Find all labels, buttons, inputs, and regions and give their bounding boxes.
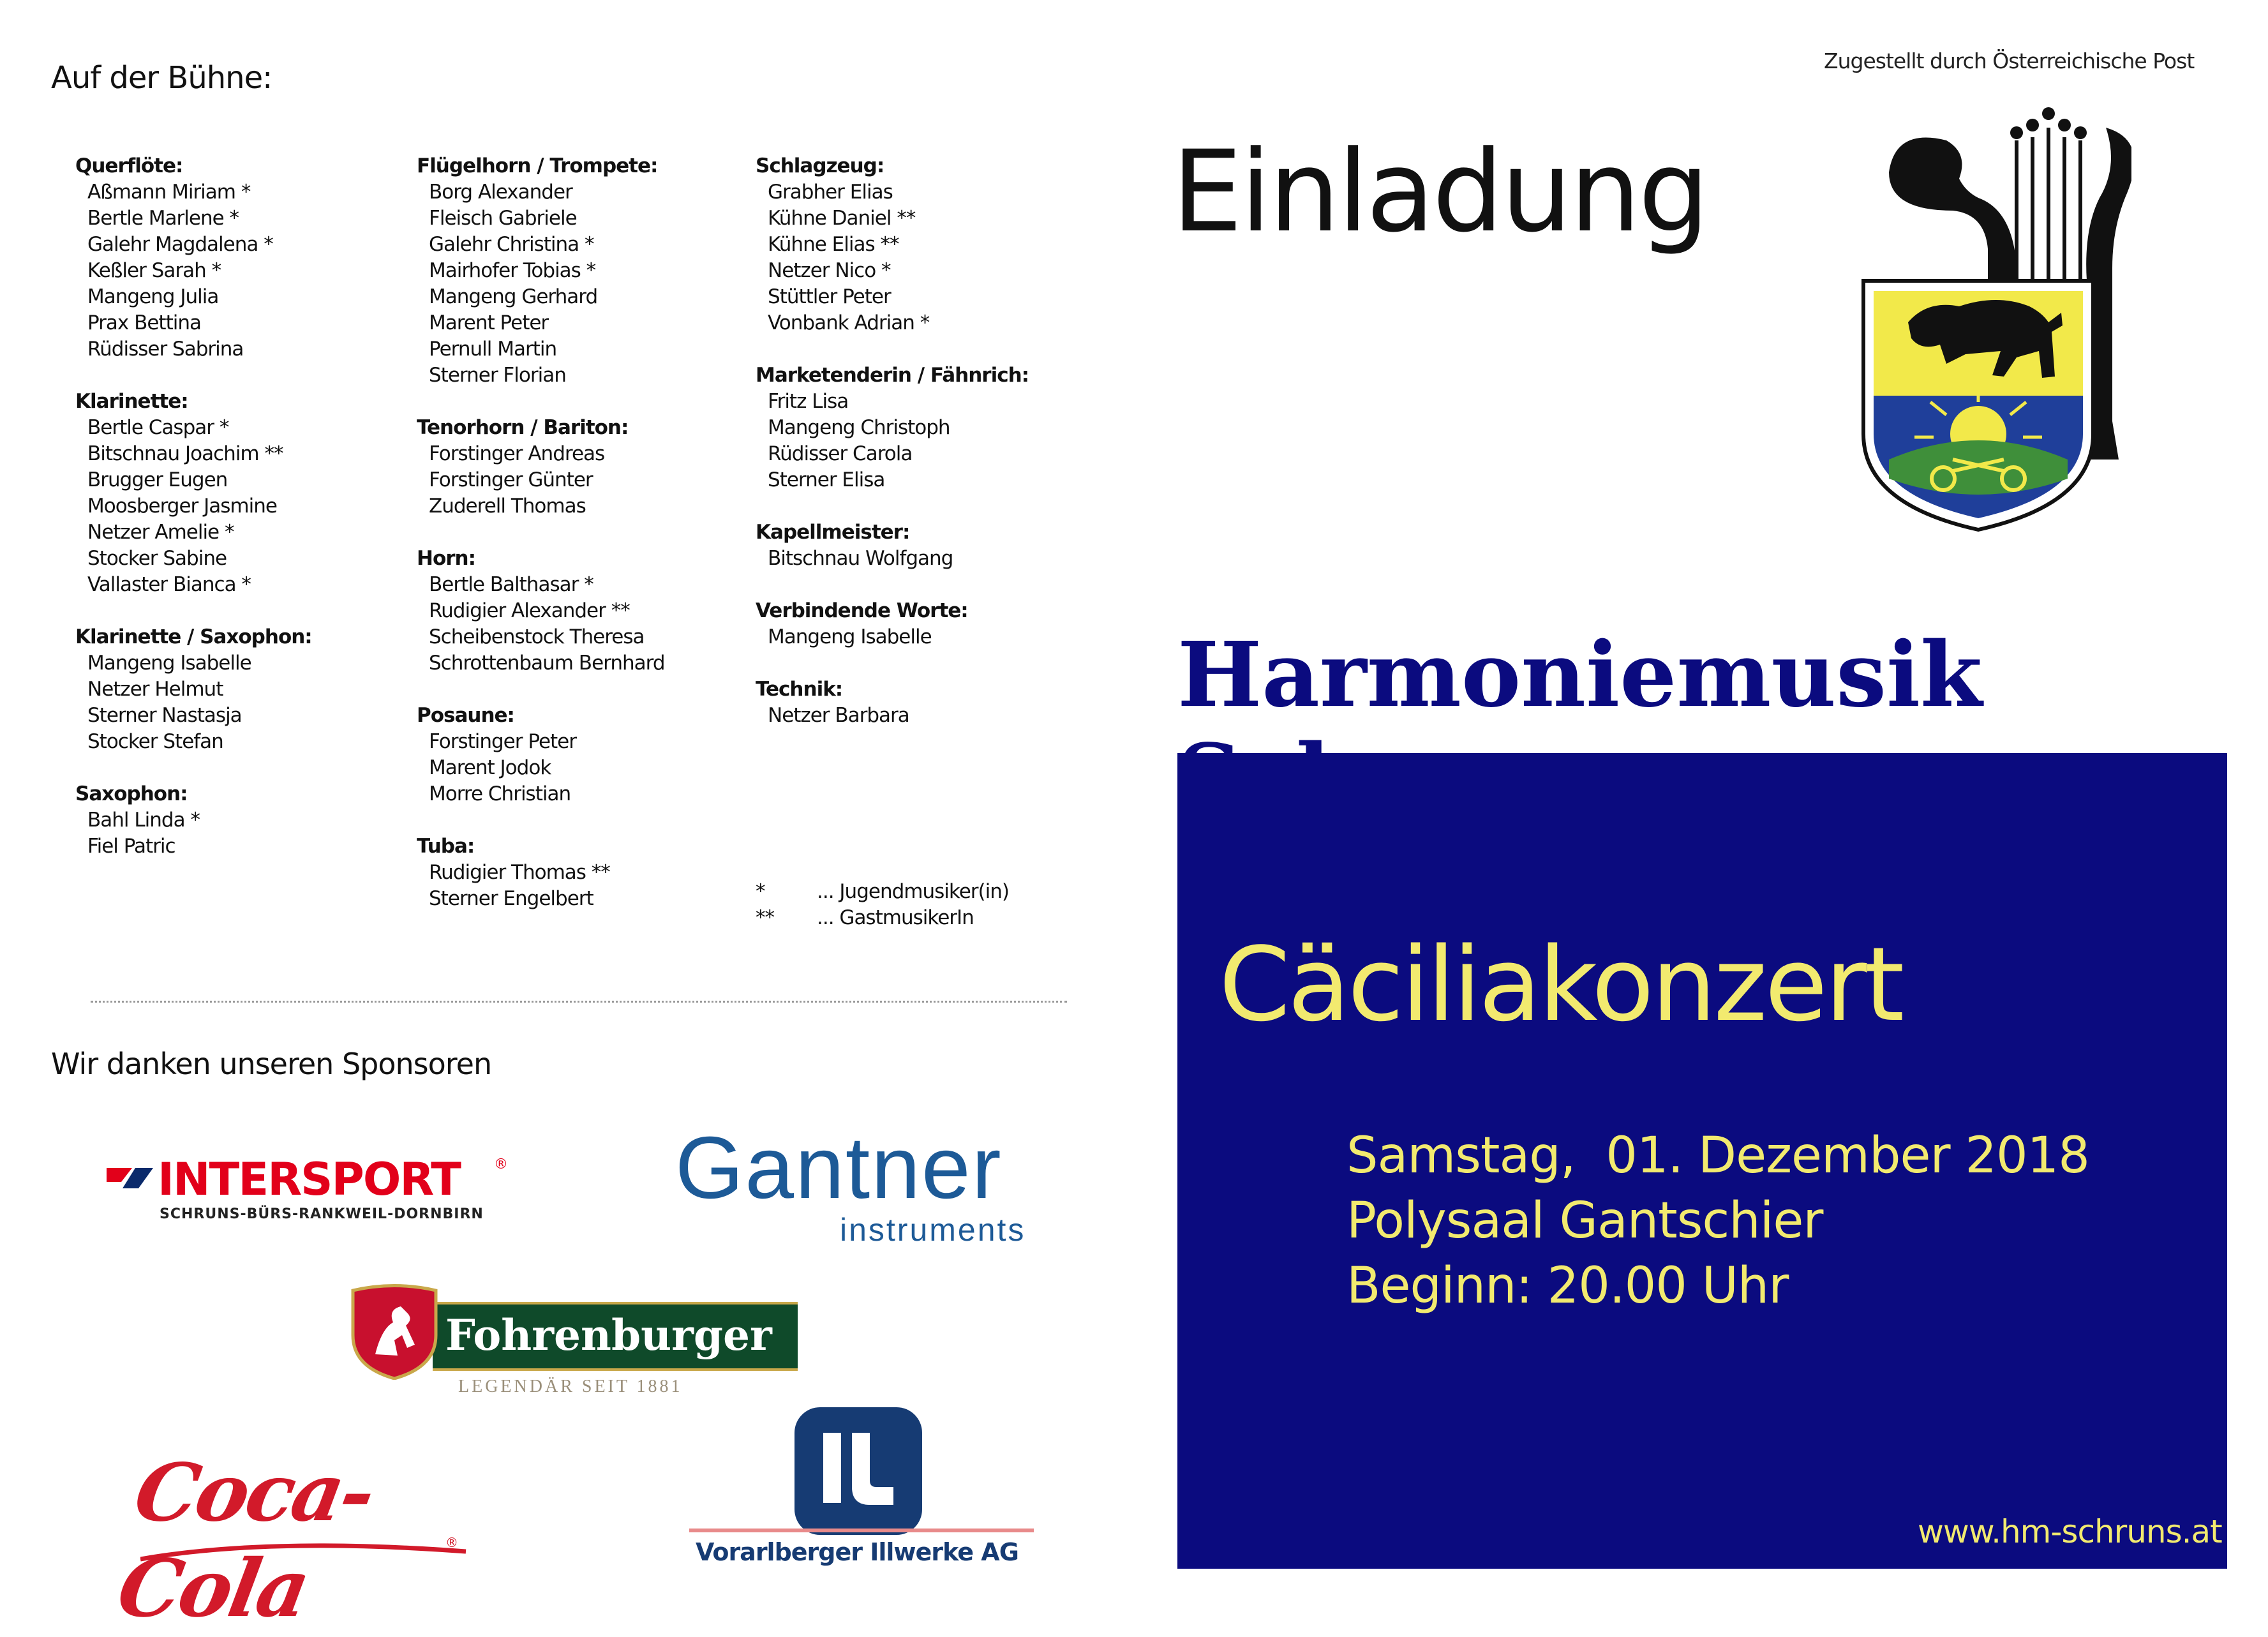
musician-name: Prax Bettina	[87, 311, 201, 334]
instrument-section	[756, 363, 1087, 493]
musician-name: Sterner Nastasja	[87, 704, 242, 727]
musician-name: Mangeng Julia	[87, 285, 219, 308]
musician-name: Bahl Linda *	[87, 809, 200, 832]
musician-name: Mangeng Isabelle	[768, 625, 932, 648]
sponsors-heading: Wir danken unseren Sponsoren	[51, 1047, 492, 1081]
musician-name: Bertle Balthasar *	[429, 573, 593, 596]
cocacola-wave-icon	[140, 1540, 472, 1566]
musician-name: Zuderell Thomas	[429, 495, 586, 518]
instrument-section	[756, 153, 1087, 336]
cocacola-logo	[111, 1439, 485, 1635]
musician-name: Fiel Patric	[87, 835, 175, 858]
musician-name: Sterner Elisa	[768, 468, 885, 491]
section-title: Schlagzeug:	[756, 154, 884, 177]
fohrenburger-shield-icon	[343, 1284, 445, 1380]
musician-name: Kühne Daniel **	[768, 207, 916, 230]
legend-text: ... Jugendmusiker(in)	[817, 880, 1010, 903]
fohrenburger-tagline: LEGENDÄR SEIT 1881	[458, 1377, 683, 1396]
legend-text: ... GastmusikerIn	[817, 906, 974, 929]
lyre-emblem-icon	[1851, 102, 2131, 536]
instrument-section	[417, 546, 749, 676]
concert-venue: Polysaal Gantschier	[1347, 1192, 1823, 1250]
legend	[756, 879, 1009, 931]
intersport-registered: ®	[494, 1156, 508, 1172]
musician-name: Mangeng Isabelle	[87, 652, 251, 675]
instrument-section	[75, 153, 407, 363]
section-title: Flügelhorn / Trompete:	[417, 154, 658, 177]
musician-name: Rüdisser Carola	[768, 442, 913, 465]
on-stage-heading: Auf der Bühne:	[51, 60, 272, 96]
section-title: Querflöte:	[75, 154, 183, 177]
musician-name: Stocker Sabine	[87, 547, 227, 570]
musician-name: Mairhofer Tobias *	[429, 259, 596, 282]
divider	[91, 1001, 1067, 1003]
musician-name: Netzer Barbara	[768, 704, 909, 727]
section-title: Tuba:	[417, 835, 475, 858]
column-2	[417, 153, 749, 938]
musician-name: Sterner Florian	[429, 364, 566, 387]
instrument-section	[417, 415, 749, 520]
musician-name: Marent Jodok	[429, 756, 551, 779]
musician-name: Fritz Lisa	[768, 390, 849, 413]
musician-name: Kühne Elias **	[768, 233, 899, 256]
gantner-logo	[675, 1119, 1058, 1251]
instrument-section	[417, 833, 749, 912]
musician-name: Stocker Stefan	[87, 730, 223, 753]
intersport-logo	[103, 1155, 512, 1225]
concert-title: Cäciliakonzert	[1219, 925, 1902, 1044]
cocacola-registered: ®	[445, 1535, 458, 1550]
concert-time: Beginn: 20.00 Uhr	[1347, 1257, 1789, 1315]
instrument-section	[756, 676, 1087, 729]
legend-row	[756, 905, 1009, 931]
legend-symbol: *	[756, 880, 765, 903]
gantner-sub: instruments	[840, 1212, 1026, 1248]
cocacola-name: Coca-Cola	[111, 1447, 380, 1635]
instrument-section	[75, 389, 407, 598]
musician-columns	[75, 153, 1071, 957]
musician-name: Forstinger Peter	[429, 730, 576, 753]
instrument-section	[417, 703, 749, 807]
musician-name: Moosberger Jasmine	[87, 495, 277, 518]
musician-name: Morre Christian	[429, 782, 571, 805]
intersport-swoosh-icon	[103, 1160, 154, 1199]
section-title: Saxophon:	[75, 782, 188, 805]
section-title: Klarinette / Saxophon:	[75, 625, 312, 648]
instrument-section	[756, 598, 1087, 650]
musician-name: Borg Alexander	[429, 181, 572, 204]
intersport-tagline: SCHRUNS-BÜRS-RANKWEIL-DORNBIRN	[160, 1206, 484, 1222]
musician-name: Galehr Magdalena *	[87, 233, 273, 256]
musician-name: Vallaster Bianca *	[87, 573, 251, 596]
legend-symbol: **	[756, 906, 774, 929]
delivery-note: Zugestellt durch Österreichische Post	[1824, 49, 2195, 73]
instrument-section	[75, 781, 407, 860]
gantner-name: Gantner	[675, 1119, 1003, 1217]
legend-row	[756, 879, 1009, 905]
section-title: Verbindende Worte:	[756, 599, 968, 622]
musician-name: Keßler Sarah *	[87, 259, 221, 282]
section-title: Horn:	[417, 547, 475, 570]
section-title: Posaune:	[417, 704, 514, 727]
musician-name: Rüdisser Sabrina	[87, 338, 244, 361]
musician-name: Netzer Helmut	[87, 678, 223, 701]
musician-name: Mangeng Gerhard	[429, 285, 598, 308]
concert-date: Samstag, 01. Dezember 2018	[1347, 1127, 2089, 1185]
musician-name: Fleisch Gabriele	[429, 207, 577, 230]
section-title: Klarinette:	[75, 390, 188, 413]
musician-name: Schrottenbaum Bernhard	[429, 652, 665, 675]
musician-name: Rudigier Alexander **	[429, 599, 630, 622]
section-title: Tenorhorn / Bariton:	[417, 416, 629, 439]
fohrenburger-name: Fohrenburger	[445, 1310, 772, 1360]
musician-name: Stüttler Peter	[768, 285, 891, 308]
invitation-title: Einladung	[1172, 126, 1707, 257]
musician-name: Netzer Nico *	[768, 259, 891, 282]
musician-name: Forstinger Andreas	[429, 442, 605, 465]
concert-box	[1177, 753, 2227, 1569]
musician-name: Grabher Elias	[768, 181, 893, 204]
fohrenburger-logo	[343, 1284, 800, 1399]
musician-name: Bertle Caspar *	[87, 416, 229, 439]
column-1	[75, 153, 407, 886]
section-title: Kapellmeister:	[756, 521, 910, 544]
musician-name: Bitschnau Wolfgang	[768, 547, 953, 570]
band-name: Harmoniemusik	[1177, 623, 1983, 728]
musician-name: Galehr Christina *	[429, 233, 594, 256]
intersport-name: INTERSPORT	[158, 1153, 460, 1206]
musician-name: Sterner Engelbert	[429, 887, 593, 910]
musician-name: Aßmann Miriam *	[87, 181, 251, 204]
musician-name: Forstinger Günter	[429, 468, 593, 491]
musician-name: Pernull Martin	[429, 338, 557, 361]
section-title: Marketenderin / Fähnrich:	[756, 364, 1029, 387]
website-link[interactable]: www.hm-schruns.at	[1918, 1513, 2222, 1550]
musician-name: Netzer Amelie *	[87, 521, 234, 544]
musician-name: Vonbank Adrian *	[768, 311, 930, 334]
musician-name: Marent Peter	[429, 311, 549, 334]
illwerke-logo	[689, 1404, 1034, 1576]
musician-name: Scheibenstock Theresa	[429, 625, 645, 648]
column-3	[756, 153, 1087, 755]
illwerke-name: Vorarlberger Illwerke AG	[696, 1538, 1018, 1566]
instrument-section	[75, 624, 407, 755]
musician-name: Bitschnau Joachim **	[87, 442, 283, 465]
illwerke-emblem-icon	[791, 1404, 925, 1538]
instrument-section	[756, 520, 1087, 572]
illwerke-line	[689, 1529, 1034, 1532]
musician-name: Bertle Marlene *	[87, 207, 239, 230]
section-title: Technik:	[756, 678, 843, 701]
musician-name: Brugger Eugen	[87, 468, 228, 491]
musician-name: Mangeng Christoph	[768, 416, 950, 439]
musician-name: Rudigier Thomas **	[429, 861, 610, 884]
instrument-section	[417, 153, 749, 389]
